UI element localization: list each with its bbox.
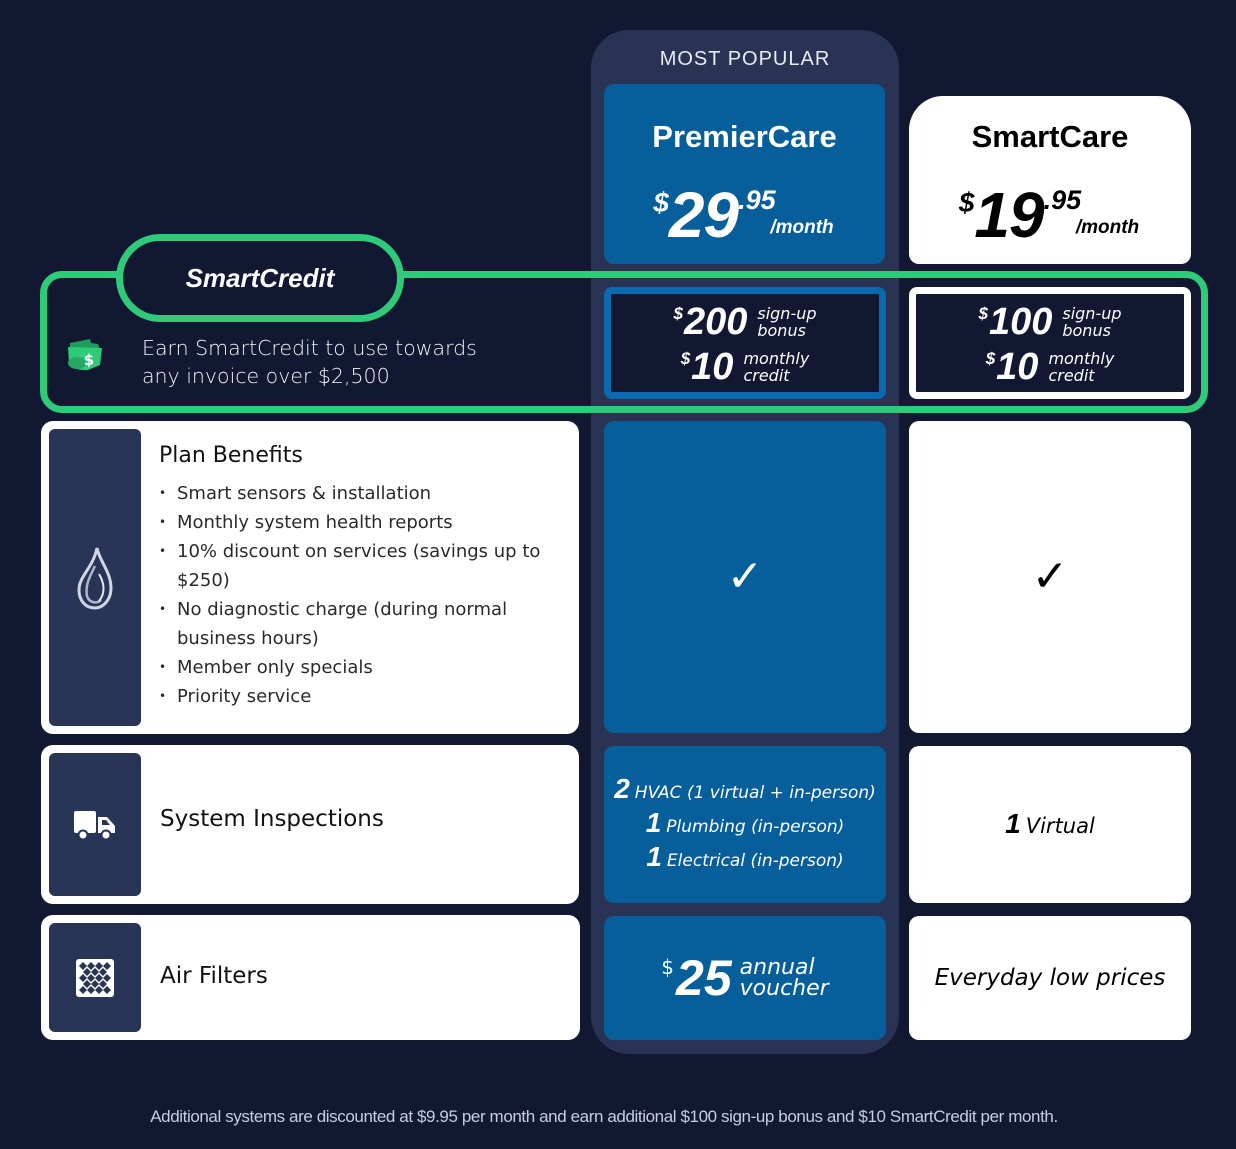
inspection-count: 1 [1005,807,1021,839]
inspection-count: 1 [646,840,662,872]
smartcredit-description [142,334,477,390]
premiercare-inspections-cell [604,746,886,903]
inspection-text: Plumbing (in-person) [666,816,845,837]
inspection-count: 1 [645,806,662,838]
signup-amount: 100 [988,300,1053,343]
inspection-text: Virtual [1025,813,1095,838]
premiercare-benefits-cell [604,421,886,733]
feature-title: Air Filters [160,963,268,989]
money-wallet-icon [64,335,106,373]
benefit-item: • No diagnostic charge (during normal business hours) [159,595,559,653]
checkmark-icon: ✓ [726,551,764,602]
monthly-amount: 10 [691,345,734,388]
inspection-line [1005,809,1095,841]
description-line: any invoice over $2,500 [142,364,390,388]
feature-row-system-inspections [41,745,579,904]
voucher-label: voucher [739,976,829,1001]
feature-row-air-filters [41,915,580,1040]
inspection-line [646,842,843,876]
bonus-label: sign-up [1062,303,1122,323]
price-period: /month [770,217,834,238]
price-whole: 19 [974,179,1044,251]
signup-bonus [611,299,879,344]
signup-bonus [916,299,1184,344]
currency: $ [673,303,683,323]
benefit-item: • 10% discount on services (savings up to $250) [159,537,559,595]
plan-header-premiercare[interactable] [604,84,885,264]
water-drop-icon [49,429,141,726]
truck-icon [49,753,141,896]
smartcare-air-filters-cell [909,916,1191,1040]
voucher-label: annual [739,955,815,980]
benefit-item: • Member only specials [159,653,559,682]
credit-label: monthly [1048,348,1115,368]
voucher-amount: 25 [676,950,732,1006]
air-filter-icon [49,923,141,1032]
smartcare-inspections-cell [909,746,1191,903]
bonus-label: sign-up [757,303,817,323]
premiercare-air-filters-cell [604,916,886,1040]
benefit-item: • Priority service [159,682,559,711]
price-cents: .95 [738,185,776,215]
inspection-text: Electrical (in-person) [666,850,844,871]
inspection-line [614,774,876,808]
feature-row-plan-benefits [41,421,579,734]
credit-label: credit [743,365,790,385]
inspection-count: 2 [614,772,630,804]
plan-price [653,179,834,251]
plan-name: PremierCare [652,119,837,154]
checkmark-icon: ✓ [1031,551,1069,602]
price-period: /month [1075,217,1140,238]
benefit-item: • Monthly system health reports [159,508,559,537]
premiercare-credit-card [604,287,886,399]
bonus-label: bonus [1062,320,1111,340]
smartcredit-title-pill [116,234,404,322]
footnote: Additional systems are discounted at $9.95 per month and earn additional $100 sign-up bonus and $10 SmartCredit per month. [150,1107,1058,1126]
plan-name: SmartCare [971,119,1129,154]
inspection-text: HVAC (1 virtual + in-person) [634,782,876,803]
signup-amount: 200 [683,300,748,343]
description-line: Earn SmartCredit to use towards [142,336,477,360]
bonus-label: bonus [757,320,806,340]
credit-label: credit [1048,365,1095,385]
currency: $ [985,348,996,368]
plan-price [958,179,1140,251]
smartcredit-title: SmartCredit [185,263,335,293]
feature-title: Plan Benefits [159,443,303,468]
monthly-credit [611,344,879,389]
price-whole: 29 [668,179,739,251]
everyday-low-prices: Everyday low prices [934,965,1166,991]
price-cents: .95 [1043,185,1082,215]
feature-title: System Inspections [160,806,384,832]
smartcare-benefits-cell [909,421,1191,733]
price-currency: $ [958,187,975,218]
svg-text:$: $ [83,351,95,369]
monthly-credit [916,344,1184,389]
inspection-line [646,808,845,842]
price-currency: $ [653,187,669,218]
most-popular-badge: MOST POPULAR [659,48,831,70]
currency: $ [680,348,691,368]
currency: $ [978,303,988,323]
currency: $ [661,955,675,979]
credit-label: monthly [743,348,810,368]
smartcare-credit-card [909,287,1191,399]
monthly-amount: 10 [996,345,1039,388]
benefits-list [159,479,559,711]
plan-header-smartcare[interactable] [909,96,1191,264]
benefit-item: • Smart sensors & installation [159,479,559,508]
voucher [661,950,829,1006]
